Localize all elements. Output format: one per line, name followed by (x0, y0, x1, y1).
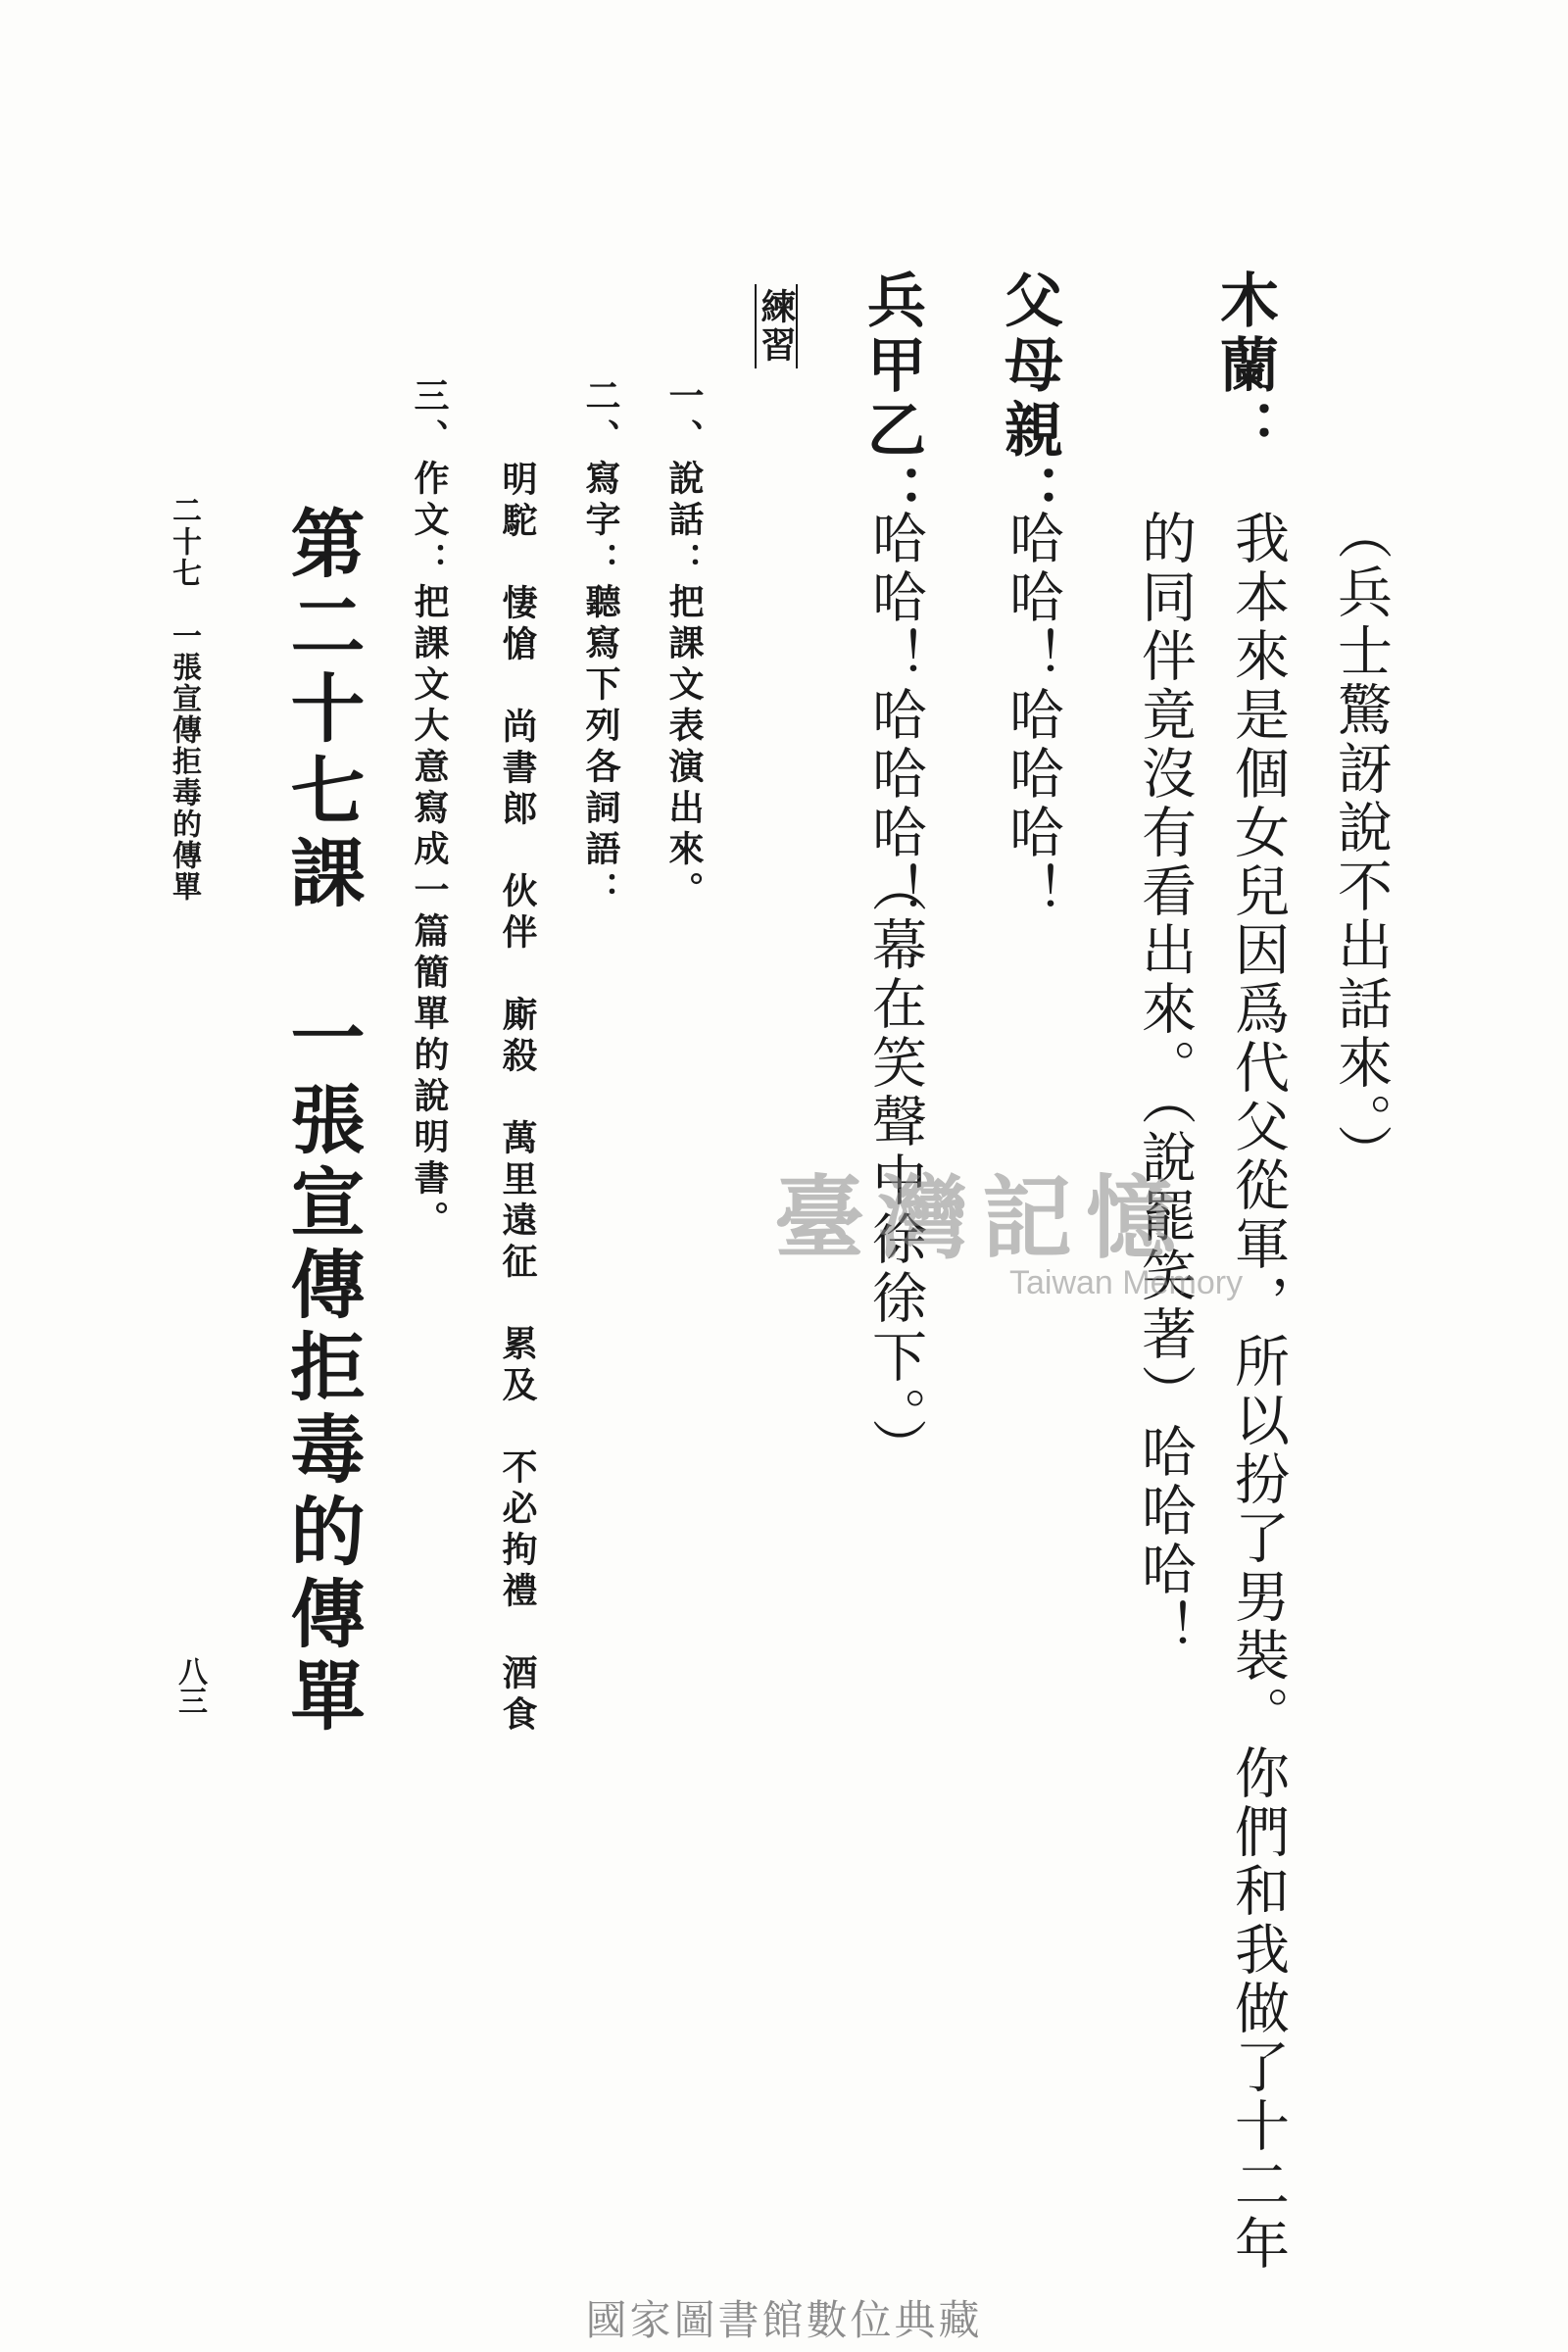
footer-credit: 國家圖書館數位典藏 (585, 2296, 983, 2344)
mulan-line-2: 的同伴竟沒有看出來。（說罷笑著）哈哈哈！ (1133, 510, 1197, 1658)
running-head: 二十七 一張宣傳拒毒的傳單 (167, 495, 201, 903)
mulan-line-1: 我本來是個女兒因爲代父從軍，所以扮了男裝。你們和我做了十二年 (1226, 510, 1290, 2274)
exercise-item-composition: 三、作文：把課文大意寫成一篇簡單的說明書。 (409, 377, 450, 1242)
exercise-label: 練習 (755, 284, 798, 368)
exercise-vocabulary-list: 明駝 悽愴 尚書郎 伙伴 廝殺 萬里遠征 累及 不必拘禮 酒食 (497, 461, 538, 1737)
stage-direction-soldiers-surprised: （兵士驚訝說不出話來。） (1329, 505, 1393, 1183)
page-number: 八三 (172, 1656, 207, 1715)
watermark-chinese-text: 臺灣記憶 (774, 1166, 1191, 1271)
parents-line: 哈哈！哈哈哈！ (1001, 510, 1064, 921)
taiwan-memory-watermark (774, 1147, 1284, 1343)
exercise-item-speaking: 一、說話：把課文表演出來。 (663, 377, 705, 912)
exercise-item-writing: 二、寫字：聽寫下列各詞語： (580, 377, 621, 912)
watermark-english-text: Taiwan Memory (1009, 1264, 1244, 1301)
speaker-soldiers: 兵甲乙： (858, 270, 926, 528)
speaker-parents: 父母親： (995, 270, 1063, 528)
speaker-mulan: 木蘭： (1210, 270, 1279, 464)
soldiers-line: 哈哈！哈哈哈！ (863, 510, 927, 921)
stage-direction-curtain: （幕在笑聲中徐徐下。） (863, 858, 927, 1477)
lesson-title: 第二十七課 一張宣傳拒毒的傳單 (278, 505, 366, 1740)
